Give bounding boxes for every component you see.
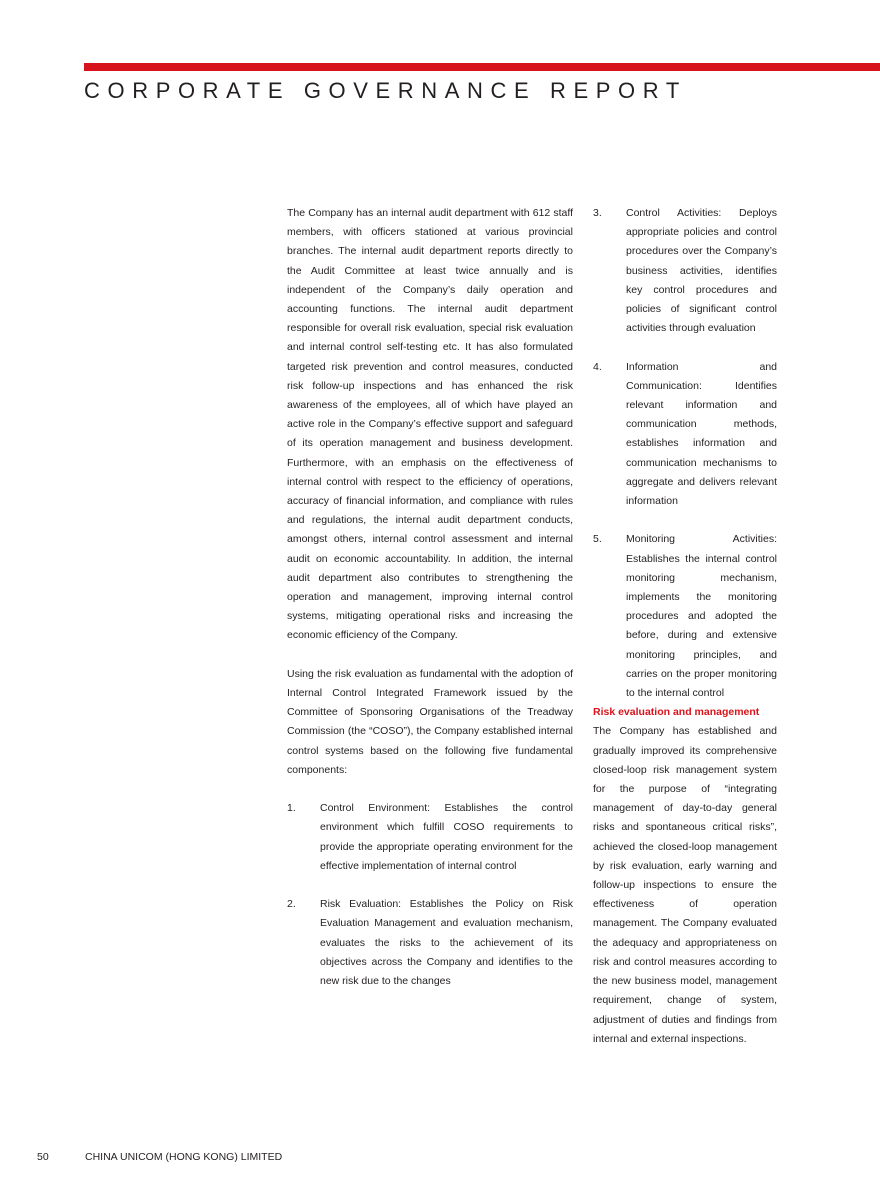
list-item-text: Monitoring Activities: Establishes the internal control monitoring mechanism, implements the monitoring procedures and adopted the before, during and extensive monitoring principles, and carries on the proper monitoring to the internal control (626, 533, 777, 700)
list-item-text: Control Activities: Deploys appropriate policies and control procedures over the Company’s business activities, identifies key control procedures and policies of significant control activities through evaluation (626, 207, 777, 335)
list-item-text: Control Environment: Establishes the control environment which fulfill COSO requirements to provide the appropriate operating environment for the effective implementation of internal control (320, 802, 573, 872)
list-item (287, 799, 573, 876)
internal-audit-paragraph: The Company has an internal audit department with 612 staff members, with officers stationed at various provincial branches. The internal audit department reports directly to the Audit Committee at least twice annually and is independent of the Company’s daily operation and accounting functions. The internal audit department responsible for overall risk evaluation, special risk evaluation and internal control self-testing etc. It has also formulated targeted risk prevention and control measures, conducted risk follow-up inspections and has enhanced the risk awareness of the employees, all of which have played an active role in the Company’s effective support and safeguard of its operation management and business development. Furthermore, with an emphasis on the effectiveness of internal control with respect to the efficiency of operations, accuracy of financial information, and compliance with rules and regulations, the internal audit department conducts, amongst others, internal control assessment and internal audit on economic accountability. In addition, the internal audit department also contributes to strengthening the operation and management, improving internal control systems, mitigating operational risks and increasing the economic efficiency of the Company. (287, 207, 573, 642)
list-item-text: Information and Communication: Identifies relevant information and communication methods, establishes information and communication mechanisms to aggregate and delivers relevant information (626, 360, 777, 508)
list-item-number: 3. (593, 207, 602, 219)
right-column (593, 204, 777, 1049)
page-title: CORPORATE GOVERNANCE REPORT (84, 78, 687, 103)
list-item-text: Risk Evaluation: Establishes the Policy on Risk Evaluation Management and evaluation mechanism, evaluates the risks to the achievement of its objectives across the Company and identifies to the new risk due to the changes (320, 898, 573, 988)
list-item-number: 2. (287, 898, 296, 911)
coso-paragraph: Using the risk evaluation as fundamental with the adoption of Internal Control Integrated Framework issued by the Committee of Sponsoring Organisations of the Treadway Commission (the “COSO”), the Company established internal control systems based on the following five fundamental components: (287, 667, 573, 776)
list-item (287, 895, 573, 991)
list-item (593, 204, 777, 338)
risk-management-paragraph: The Company has established and gradually improved its comprehensive closed-loop risk management system for the purpose of “integrating management of day-to-day general risks and spontaneous critical risks”, achieved the closed-loop management by risk evaluation, early warning and follow-up inspections to ensure the effectiveness of operation management. The Company evaluated the adequacy and appropriateness on risk and control measures according to the new business model, management requirement, change of system, adjustment of duties and findings from internal and external inspections. (593, 725, 777, 1045)
left-column (287, 204, 573, 991)
company-name: CHINA UNICOM (HONG KONG) LIMITED (85, 1151, 283, 1163)
header-accent-bar (84, 63, 880, 71)
section-heading: Risk evaluation and management (593, 706, 760, 719)
list-item-number: 1. (287, 802, 296, 815)
list-item (593, 358, 777, 512)
list-item-number: 5. (593, 533, 602, 546)
list-item-number: 4. (593, 360, 602, 373)
page-number: 50 (37, 1151, 49, 1163)
list-item (593, 530, 777, 703)
